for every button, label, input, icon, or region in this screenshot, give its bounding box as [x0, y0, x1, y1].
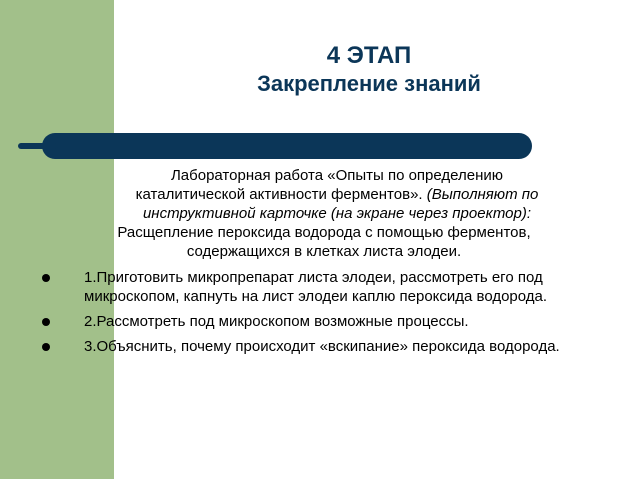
list-item [42, 312, 602, 331]
intro-line-2-text: каталитической активности ферментов». [135, 186, 423, 203]
title-divider-bar [42, 133, 532, 159]
list-item [42, 268, 602, 306]
bullet-icon [42, 318, 50, 326]
intro-line-3: инструктивной карточке (на экране через проектор): [142, 205, 532, 222]
topic-line-2: содержащихся в клетках листа элодеи. [186, 243, 462, 260]
steps-list [42, 268, 602, 362]
topic-line-1: Расщепление пероксида водорода с помощью ферментов, [117, 224, 531, 241]
slide-title [150, 42, 588, 98]
lab-topic [72, 223, 602, 261]
step-text: 2.Рассмотреть под микроскопом возможные процессы. [84, 313, 469, 330]
title-stage: 4 ЭТАП [326, 42, 412, 69]
lab-intro [72, 166, 602, 223]
title-topic: Закрепление знаний [257, 71, 481, 96]
step-text: 3.Объяснить, почему происходит «вскипание» пероксида водорода. [84, 338, 560, 355]
step-text: 1.Приготовить микропрепарат листа элодеи, рассмотреть его под микроскопом, капнуть на лист элодеи каплю пероксида водорода. [84, 269, 548, 305]
bullet-icon [42, 343, 50, 351]
intro-line-1: Лабораторная работа «Опыты по определению [170, 167, 504, 184]
list-item [42, 337, 602, 356]
intro-line-2-italic: (Выполняют по [426, 186, 539, 203]
bullet-icon [42, 274, 50, 282]
lab-description [72, 166, 602, 261]
intro-line-2 [72, 185, 602, 204]
